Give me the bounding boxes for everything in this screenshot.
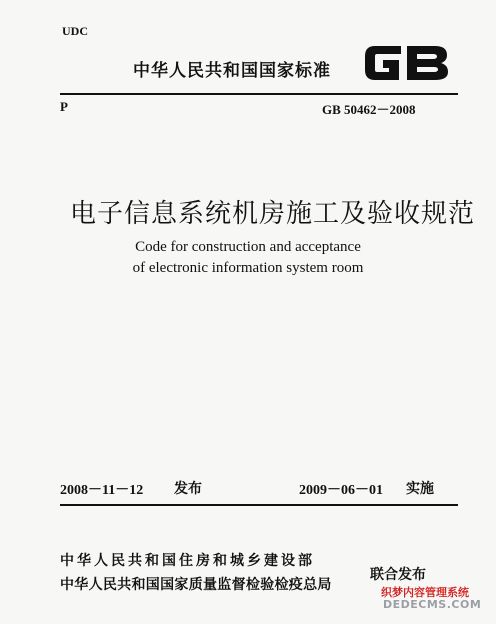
implementation-date: 2009－06－01 — [299, 483, 383, 498]
gb-logo — [361, 38, 451, 88]
issuer-aqsiq: 中华人民共和国国家质量监督检验检疫总局 — [60, 577, 332, 593]
header-divider — [60, 93, 458, 95]
issue-date: 2008－11－12 — [60, 483, 144, 498]
issue-label: 发布 — [174, 481, 202, 497]
footer-divider — [60, 504, 458, 506]
national-standard-heading: 中华人民共和国国家标准 — [133, 61, 331, 81]
title-chinese: 电子信息系统机房施工及验收规范 — [70, 199, 476, 229]
watermark-domain: DEDECMS.COM — [383, 598, 482, 611]
watermark-text: 织梦内容管理系统 — [381, 586, 469, 599]
implementation-label: 实施 — [406, 481, 434, 497]
udc-label: UDC — [62, 24, 88, 38]
classification-letter: P — [60, 99, 68, 114]
title-english-line2: of electronic information system room — [132, 260, 364, 276]
standard-code: GB 50462－2008 — [322, 102, 416, 117]
issuer-ministry: 中华人民共和国住房和城乡建设部 — [60, 553, 315, 569]
joint-issue-label: 联合发布 — [370, 567, 426, 583]
title-english-line1: Code for construction and acceptance — [135, 239, 361, 255]
